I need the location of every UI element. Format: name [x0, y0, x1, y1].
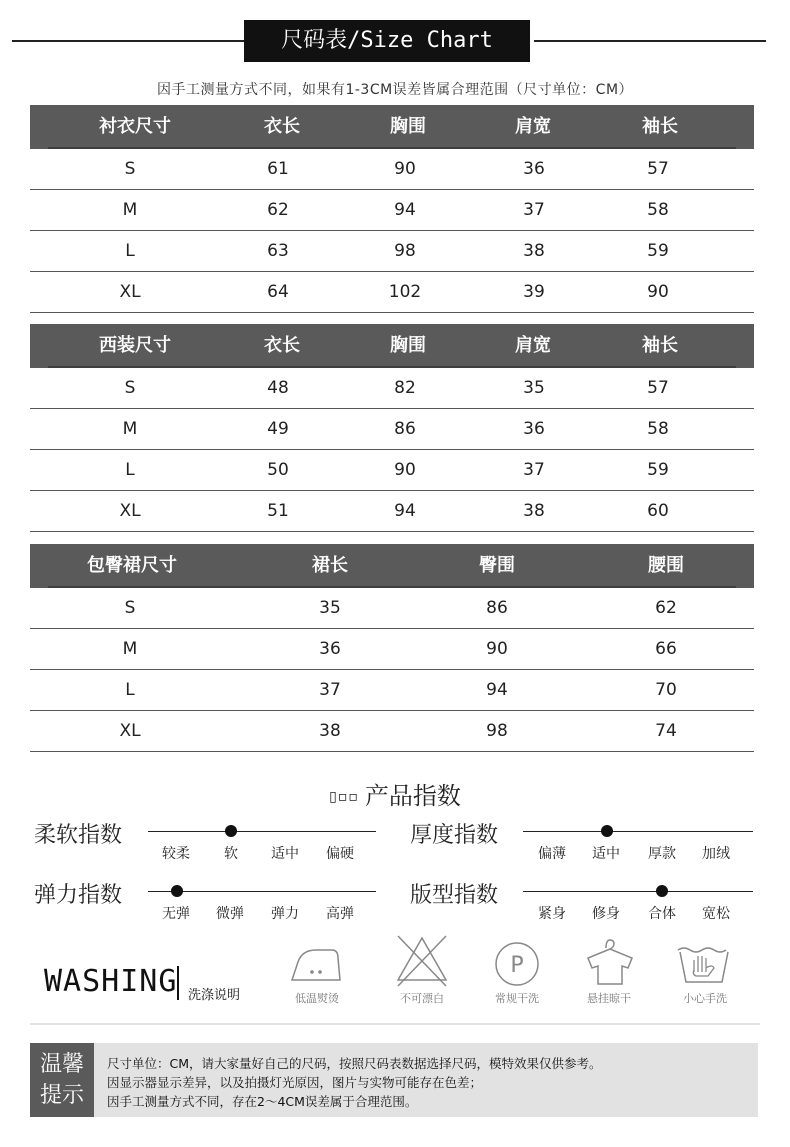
table-row [30, 231, 754, 272]
table-row [30, 629, 754, 670]
table-cell: 35 [319, 598, 341, 618]
brand-logo-icon: ▯▫▫ [329, 789, 359, 805]
table-cell: L [125, 460, 135, 480]
table-cell: 62 [655, 598, 677, 618]
scale-option: 紧身 [538, 906, 566, 922]
table-cell: 98 [394, 241, 416, 261]
softness-scale-line [148, 831, 376, 832]
table-cell: XL [119, 501, 141, 521]
scale-option: 偏薄 [538, 846, 566, 862]
table-header [30, 544, 754, 588]
table-row [30, 272, 754, 313]
table-cell: 35 [523, 378, 545, 398]
table-cell: 102 [388, 282, 422, 302]
table-cell: 86 [394, 419, 416, 439]
product-index-heading: 产品指数 [364, 782, 461, 810]
table-cell: L [125, 680, 135, 700]
scale-option: 厚款 [648, 846, 676, 862]
table-header [30, 105, 754, 149]
tip-text: 因显示器显示差异，以及拍摄灯光原因，图片与实物可能存在色差； [107, 1075, 483, 1090]
table-row [30, 491, 754, 532]
table-cell: 50 [267, 460, 289, 480]
header-cell: 肩宽 [515, 116, 551, 137]
table-cell: 36 [523, 419, 545, 439]
thickness-indicator-dot [601, 825, 613, 837]
table-cell: 94 [394, 501, 416, 521]
hang-dry-icon [584, 936, 636, 992]
fit-indicator-dot [656, 885, 668, 897]
table-cell: L [125, 241, 135, 261]
table-cell: XL [119, 282, 141, 302]
header-cell: 胸围 [390, 335, 426, 356]
table-cell: 57 [647, 378, 669, 398]
icon-caption: 常规干洗 [495, 992, 539, 1005]
header-cell: 袖长 [642, 116, 678, 137]
table-cell: 90 [394, 159, 416, 179]
scale-option: 弹力 [271, 906, 299, 922]
page-title: 尺码表/Size Chart [244, 20, 530, 62]
table-cell: 38 [523, 501, 545, 521]
table-cell: 74 [655, 721, 677, 741]
scale-option: 软 [224, 846, 238, 862]
table-cell: 90 [647, 282, 669, 302]
table-row [30, 711, 754, 752]
table-row [30, 368, 754, 409]
table-cell: 86 [486, 598, 508, 618]
scale-option: 合体 [648, 906, 676, 922]
elasticity-indicator-dot [171, 885, 183, 897]
iron-low-temp-icon [288, 944, 344, 988]
header-rule-left [12, 40, 244, 42]
no-bleach-icon [394, 932, 450, 992]
product-index-title [0, 776, 790, 811]
header-cell: 包臀裙尺寸 [87, 555, 177, 576]
table-cell: 49 [267, 419, 289, 439]
header-cell: 衣长 [264, 335, 300, 356]
table-row [30, 149, 754, 190]
table-row [30, 450, 754, 491]
table-row [30, 190, 754, 231]
table-cell: M [122, 200, 138, 220]
scale-option: 修身 [592, 906, 620, 922]
header-cell: 衣长 [264, 116, 300, 137]
table-cell: 90 [394, 460, 416, 480]
table-row [30, 670, 754, 711]
table-cell: 94 [394, 200, 416, 220]
table-cell: 94 [486, 680, 508, 700]
washing-title: WASHING [44, 964, 178, 999]
scale-option: 无弹 [162, 906, 190, 922]
header-cell: 衬衣尺寸 [99, 116, 171, 137]
table-cell: 63 [267, 241, 289, 261]
hand-wash-icon [676, 942, 732, 990]
table-cell: 90 [486, 639, 508, 659]
tip-text: 因手工测量方式不同，存在2～4CM误差属于合理范围。 [107, 1094, 418, 1109]
softness-index-label: 柔软指数 [34, 823, 123, 848]
header-cell: 腰围 [648, 555, 684, 576]
thickness-index-label: 厚度指数 [410, 823, 499, 848]
table-cell: M [122, 419, 138, 439]
header-cell: 裙长 [312, 555, 348, 576]
washing-subtitle: 洗涤说明 [188, 988, 241, 1003]
tip-text: 尺寸单位：CM，请大家量好自己的尺码，按照尺码表数据选择尺码，模特效果仅供参考。 [107, 1056, 602, 1071]
table-cell: S [124, 598, 136, 618]
scale-option: 偏硬 [326, 846, 354, 862]
scale-option: 宽松 [702, 906, 730, 922]
table-header [30, 324, 754, 368]
header-cell: 肩宽 [515, 335, 551, 356]
scale-option: 高弹 [326, 906, 354, 922]
icon-caption: 小心手洗 [683, 992, 727, 1005]
fit-index-label: 版型指数 [410, 883, 499, 908]
table-cell: 37 [319, 680, 341, 700]
table-row [30, 588, 754, 629]
table-cell: 37 [523, 200, 545, 220]
table-cell: XL [119, 721, 141, 741]
suit-size-table [30, 324, 754, 532]
icon-caption: 悬挂晾干 [587, 992, 631, 1005]
icon-caption: 低温熨烫 [295, 992, 339, 1005]
table-cell: 36 [523, 159, 545, 179]
header-rule-right [534, 40, 766, 42]
washing-divider [177, 966, 179, 1000]
table-cell: 39 [523, 282, 545, 302]
scale-option: 较柔 [162, 846, 190, 862]
table-row [30, 409, 754, 450]
table-cell: 51 [267, 501, 289, 521]
table-cell: 38 [523, 241, 545, 261]
icon-caption: 不可漂白 [400, 992, 444, 1005]
scale-option: 微弹 [216, 906, 244, 922]
table-cell: 36 [319, 639, 341, 659]
shirt-size-table [30, 105, 754, 313]
tips-heading-line: 温馨 [39, 1052, 84, 1077]
measurement-note: 因手工测量方式不同，如果有1-3CM误差皆属合理范围（尺寸单位：CM） [156, 82, 634, 98]
tips-heading [30, 1043, 94, 1117]
table-cell: 58 [647, 200, 669, 220]
table-cell: S [124, 159, 136, 179]
header-cell: 袖长 [642, 335, 678, 356]
elasticity-index-label: 弹力指数 [34, 883, 123, 908]
table-cell: 98 [486, 721, 508, 741]
table-cell: 58 [647, 419, 669, 439]
table-cell: 48 [267, 378, 289, 398]
table-cell: 37 [523, 460, 545, 480]
scale-option: 适中 [271, 846, 299, 862]
scale-option: 适中 [592, 846, 620, 862]
dry-clean-icon [493, 940, 541, 992]
table-cell: 61 [267, 159, 289, 179]
header-cell: 胸围 [390, 116, 426, 137]
table-cell: 60 [647, 501, 669, 521]
table-cell: 66 [655, 639, 677, 659]
header-cell: 臀围 [479, 555, 515, 576]
table-cell: 62 [267, 200, 289, 220]
table-cell: S [124, 378, 136, 398]
table-cell: 38 [319, 721, 341, 741]
table-cell: 59 [647, 241, 669, 261]
fit-scale-line [523, 891, 753, 892]
section-divider [30, 1023, 760, 1025]
scale-option: 加绒 [702, 846, 730, 862]
tips-heading-line: 提示 [39, 1083, 84, 1108]
softness-indicator-dot [225, 825, 237, 837]
svg-text:P: P [510, 953, 524, 978]
thickness-scale-line [523, 831, 753, 832]
table-cell: 64 [267, 282, 289, 302]
table-cell: 59 [647, 460, 669, 480]
skirt-size-table [30, 544, 754, 752]
table-cell: 82 [394, 378, 416, 398]
header-cell: 西装尺寸 [99, 335, 171, 356]
table-cell: M [122, 639, 138, 659]
table-cell: 70 [655, 680, 677, 700]
table-cell: 57 [647, 159, 669, 179]
